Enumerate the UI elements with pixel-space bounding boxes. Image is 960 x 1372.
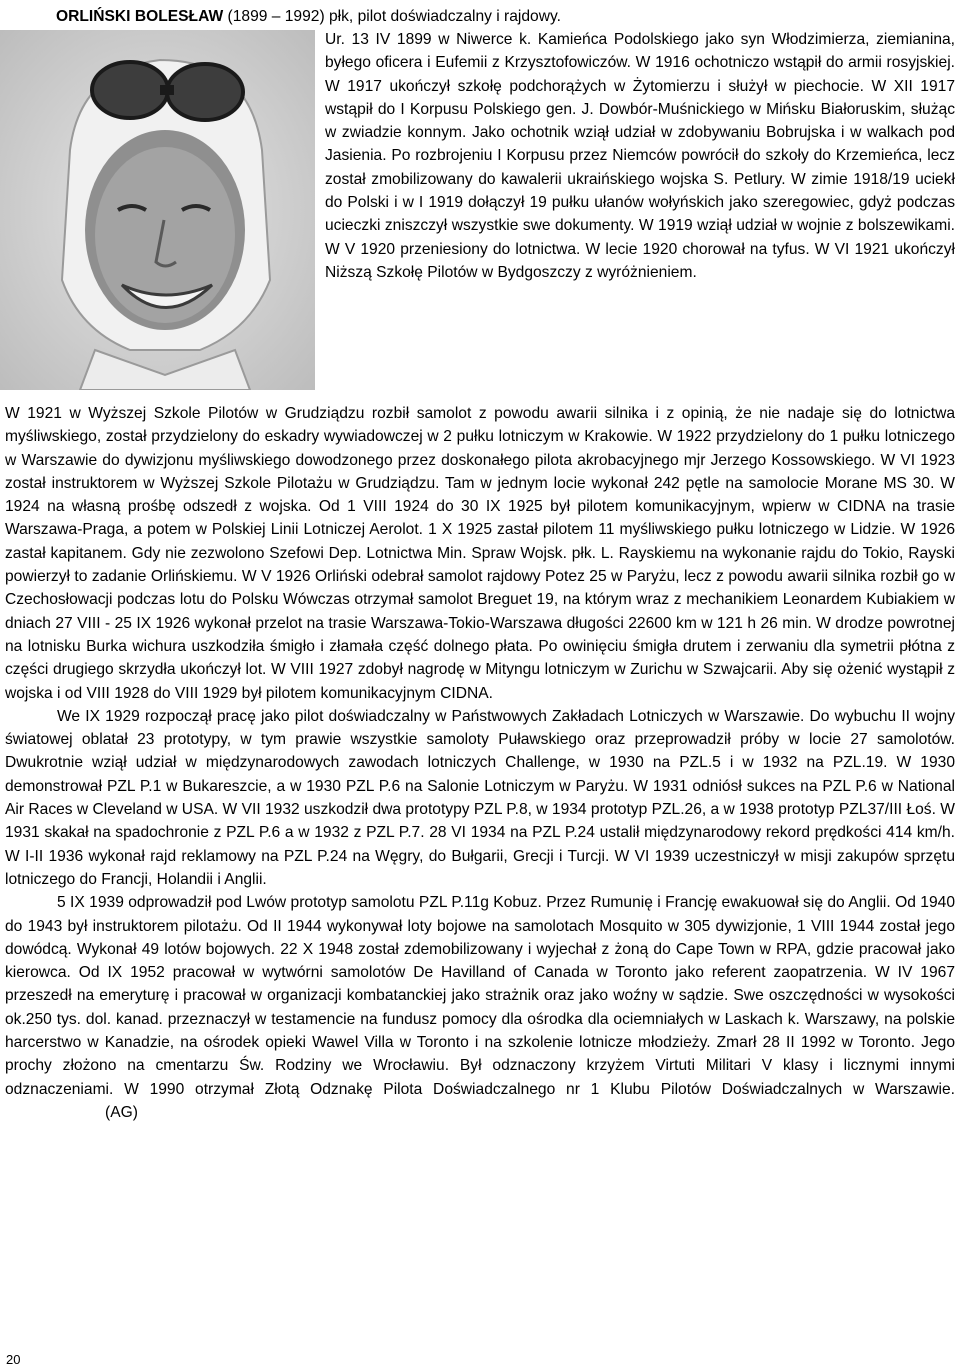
biography-paragraph-last — [5, 891, 955, 1124]
portrait-photo — [0, 30, 315, 390]
biography-paragraph: We IX 1929 rozpoczął pracę jako pilot doświadczalny w Państwowych Zakładach Lotniczych w Warszawie. Do wybuchu II wojny światowej oblatał 23 prototypy, w tym prawie wszystkie samoloty Puławskiego oraz przeprowadził próby w locie 27 samolotów. Dwukrotnie wziął udział w międzynarodowych zawodach lotniczych Challenge, w 1930 na PZL.5 i w 1932 na PZL.19. W 1930 demonstrował PZL P.1 w Bukareszcie, a w 1930 PZL P.6 na Salonie Lotniczym w Paryżu. W 1931 odniósł sukces na PZL P.6 w National Air Races w Cleveland w USA. W VII 1932 uszkodził dwa prototypy PZL P.8, w 1934 prototyp PZL.26, a w 1938 prototyp PZL37/III Łoś. W 1931 skakał na spadochronie z PZL P.6 a w 1932 z PZL P.7. 28 VI 1934 na PZL P.24 ustalił międzynarodowy rekord prędkości 414 km/h. W I-II 1936 wykonał rajd reklamowy na PZL P.24 na Węgry, do Bułgarii, Grecji i Turcji. W VI 1939 uczestniczył w misji zakupów sprzętu lotniczego do Francji, Holandii i Anglii. — [5, 707, 955, 888]
entry-name: ORLIŃSKI BOLESŁAW — [56, 8, 224, 25]
portrait-illustration — [0, 30, 315, 390]
author-initials: (AG) — [105, 1103, 138, 1121]
biography-paragraph: W 1921 w Wyższej Szkole Pilotów w Grudziądzu rozbił samolot z powodu awarii silnika i z opinią, że nie nadaje się do lotnictwa myśliwskiego, został przydzielony do eskadry wywiadowczej w 2 pułku lotniczym w Krakowie. W 1922 przydzielony do 1 pułku lotniczego w Warszawie do dywizjonu myśliwskiego dowodzonego przez doskonałego pilota akrobacyjnego mjr Jerzego Kossowskiego. W VI 1923 został instruktorem w Wyższej Szkole Pilotażu w Grudziądzu. Tam w jednym locie wykonał 242 pętle na samolocie Morane MS 30. W 1924 na własną prośbę odszedł z wojska. Od 1 VIII 1924 do 30 IX 1925 był pilotem komunikacyjnym, wpierw w CIDNA na trasie Warszawa-Praga, a potem w Polskiej Linii Lotniczej Aerolot. 1 X 1925 zastał pilotem 11 myśliwskiego pułku lotniczego w Lidzie. W 1926 zastał kapitanem. Gdy nie zezwolono Szefowi Dep. Lotnictwa Min. Spraw Wojsk. płk. L. Rayskiemu na wykonanie rajdu do Tokio, Rayski powierzył to zadanie Orlińskiemu. W V 1926 Orliński odebrał samolot rajdowy Potez 25 w Paryżu, lecz z powodu awarii silnika rozbił go w Czechosłowacji podczas lotu do Polsku Wówczas otrzymał samolot Breguet 19, na którym wraz z mechanikiem Leonardem Kubiakiem w dniach 27 VIII - 25 IX 1926 wykonał przelot na trasie Warszawa-Tokio-Warszawa długości 22600 km w 121 h 26 min. W drodze powrotnej na lotnisku Burka wichura uszkodziła śmigło i złamała część dolnego płata. Po owinięciu śmigła drutem i zerwaniu dla symetrii płótna z części drugiego skrzydła ukończył lot. W VIII 1927 zdobył nagrodę w Mityngu lotniczym w Zurichu w Szwajcarii. Aby się ożenić wystąpił z wojska i od VIII 1928 do VIII 1929 był pilotem komunikacyjnym CIDNA. — [5, 405, 955, 702]
biography-body — [5, 402, 955, 1124]
intro-paragraph: Ur. 13 IV 1899 w Niwerce k. Kamieńca Podolskiego jako syn Włodzimierza, ziemianina, byłego oficera i Eufemii z Krzysztofowiczów. W 1916 ochotniczo wstąpił do armii rosyjskiej. W 1917 ukończył szkołę podchorążych w Żytomierzu i służył w piechocie. W XII 1917 wstąpił do I Korpusu Polskiego gen. J. Dowbór-Muśnickiego w Mińsku Białoruskim, służąc w zwiadzie konnym. Jako ochotnik wziął udział w zdobywaniu Bobrujska i w walkach pod Jasienia. Po rozbrojeniu I Korpusu przez Niemców powrócił do szkoły do Krzemieńca, lecz został zmobilizowany do kawalerii ukraińskiego wojska S. Petlury. W zimie 1918/19 uciekł do Polski i w I 1919 dołączył 19 pułku ułanów wołyńskich jako szeregowiec, gdyż podczas ucieczki zniszczył wszystkie swe dokumenty. W 1919 wziął udział w wojnie z bolszewikami. W V 1920 przeniesiony do lotnictwa. W lecie 1920 chorował na tyfus. W VI 1921 ukończył Niższą Szkołę Pilotów w Bydgoszczy z wyróżnieniem. — [325, 31, 955, 281]
entry-heading — [56, 5, 956, 28]
entry-subtitle: (1899 – 1992) płk, pilot doświadczalny i rajdowy. — [223, 8, 561, 25]
biography-paragraph-text: 5 IX 1939 odprowadził pod Lwów prototyp samolotu PZL P.11g Kobuz. Przez Rumunię i Francję ewakuował się do Anglii. Od 1940 do 1943 był instruktorem pilotażu. Od II 1944 wykonywał loty bojowe na samolotach Mosquito w 305 dywizjonie, 1 VIII 1944 został jego dowódcą. Wykonał 49 lotów bojowych. 22 X 1948 został zdemobilizowany i wyjechał z żoną do Cape Town w RPA, gdzie pracował jako kierowca. Od IX 1952 pracował w wytwórni samolotów De Havilland of Canada w Toronto jako referent zaopatrzenia. W IV 1967 przeszedł na emeryturę i pracował w organizacji kombatanckiej jako strażnik oraz jako woźny w sądzie. Swe oszczędności w wysokości ok.250 tys. dol. kanad. przeznaczył w testamencie na fundusz pomocy dla ośrodka dla ociemniałych w Laskach k. Warszawy, na polskie harcerstwo w Kanadzie, na ośrodek opieki Wawel Villa w Toronto i na szkolenie lotnicze młodzieży. Zmarł 28 II 1992 w Toronto. Jego prochy złożono na cmentarzu Św. Rodziny we Wrocławiu. Był odznaczony krzyżem Virtuti Militari V klasy i licznymi innymi odznaczeniami. W 1990 otrzymał Złotą Odznakę Pilota Doświadczalnego nr 1 Klubu Pilotów Doświadczalnych w Warszawie. — [5, 894, 955, 1098]
page-number: 20 — [6, 1352, 21, 1367]
